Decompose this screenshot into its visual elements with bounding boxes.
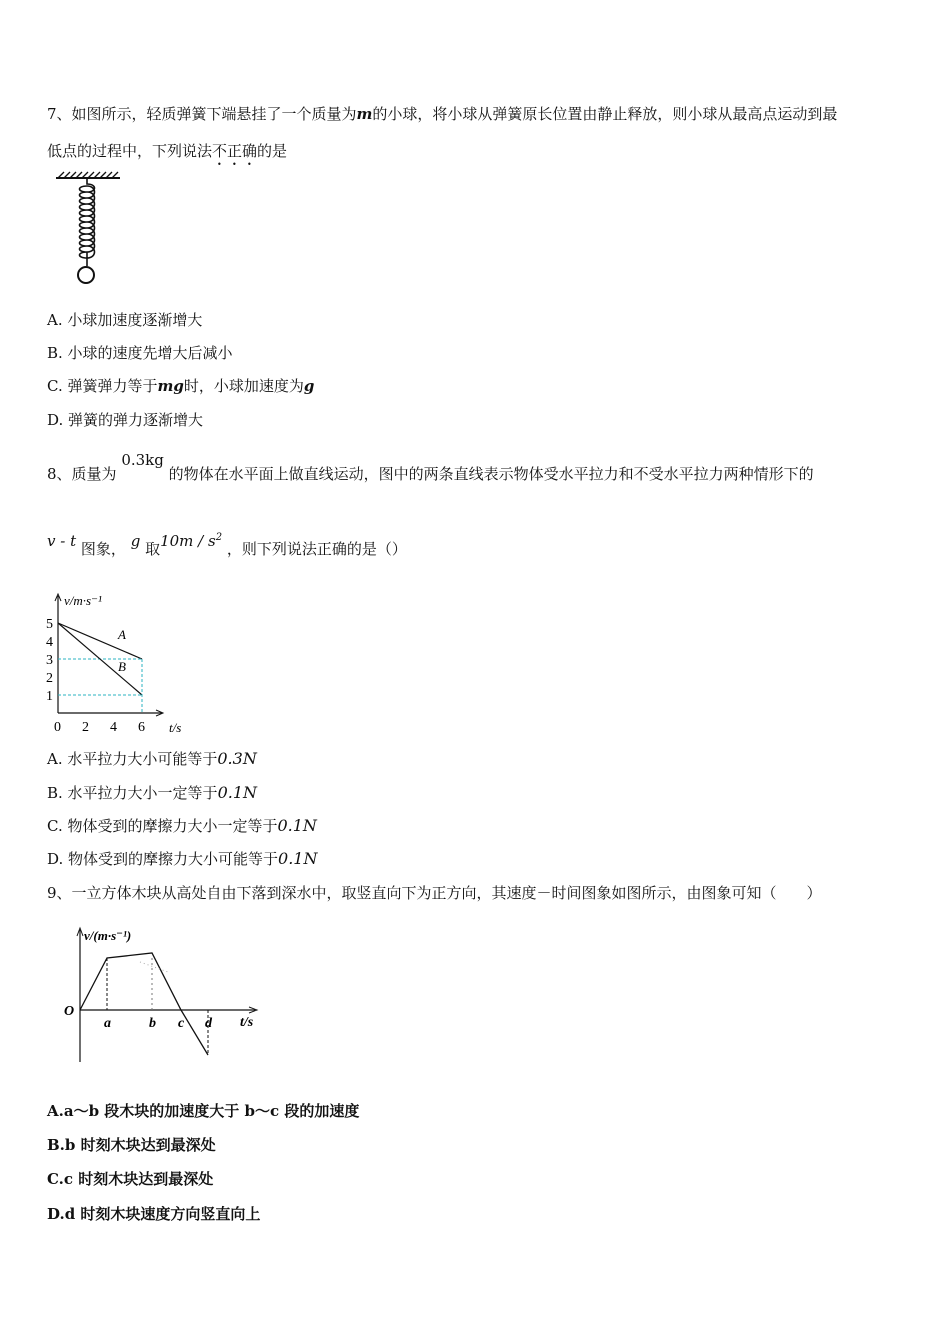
vt-symbol: v - t [47,532,77,550]
chart2-xlabel: t/s [240,1015,254,1030]
chart1-xlabel: t/s [169,720,182,735]
chart2-axes [64,928,257,1062]
q9-option-b[interactable]: B.b 时刻木块达到最深处 [47,1136,216,1154]
q8-option-d[interactable] [47,848,317,869]
x-tick-label-b: b [149,1016,156,1031]
q8-option-a-text: A. 水平拉力大小可能等于 [47,750,218,768]
mass-value [121,451,164,469]
q7-option-c[interactable] [47,375,314,396]
g-exponent: 2 [215,532,223,543]
q8-option-c-text: C. 物体受到的摩擦力大小一定等于 [47,817,278,835]
y-tick-label: 5 [46,617,53,632]
q8-option-b-text: B. 水平拉力大小一定等于 [47,784,218,802]
x-tick-label: 0 [54,720,61,735]
q8-stem-line2 [47,532,407,559]
q7-option-c-text: 时，小球加速度为 [183,377,304,395]
q7-option-a[interactable]: A. 小球加速度逐渐增大 [47,311,203,329]
y-tick-label: 3 [46,653,53,668]
series-label-B: B [118,659,126,674]
q7-stem-line1 [47,103,837,124]
mass-text: 0.3kg [121,451,164,469]
q8-option-c-value: 0.1N [277,816,317,835]
q8-option-d-text: D. 物体受到的摩擦力大小可能等于 [47,850,279,868]
q7-emphasis: 不正确 [212,142,258,160]
q8-option-a-value: 0.3N [217,749,257,768]
q9-option-a[interactable]: A.a～b 段木块的加速度大于 b～c 段的加速度 [47,1102,360,1120]
x-tick-label-c: c [178,1016,185,1031]
q9-option-c[interactable]: C.c 时刻木块达到最深处 [47,1170,214,1188]
x-tick-label-d: d [205,1016,212,1031]
q9-option-d[interactable]: D.d 时刻木块速度方向竖直向上 [47,1205,261,1223]
q7-stem-line2 [47,140,287,169]
y-tick-label: 2 [46,671,53,686]
q9-stem: 9、一立方体木块从高处自由下落到深水中，取竖直向下为正方向，其速度－时间图象如图所示，由图象可知（ ） [47,884,822,902]
g-value [160,532,222,550]
q8-option-c[interactable] [47,815,317,836]
y-tick-label: 4 [46,635,53,650]
vt-chart-q8 [40,588,200,736]
q8-text: 取 [145,540,161,558]
q7-text: 低点的过程中，下列说法 [47,142,213,160]
q8-text: 的物体在水平面上做直线运动，图中的两条直线表示物体受水平拉力和不受水平拉力两种情形下的 [168,465,814,483]
g-value-text: 10m / s [160,532,216,550]
faint-line [140,962,168,972]
q7-m-symbol: m [356,105,373,123]
series-label-A: A [118,627,126,642]
chart1-marks [58,623,142,713]
chart2-marks [80,953,208,1055]
q8-option-b-value: 0.1N [217,783,258,802]
chart2-ylabel: v/(m·s⁻¹) [84,928,132,943]
x-tick-label: 4 [110,720,117,735]
mg-symbol: mg [157,377,184,395]
y-tick-label: 1 [46,689,53,704]
q8-text: 图象， [80,540,126,558]
q7-text: 7、如图所示，轻质弹簧下端悬挂了一个质量为 [47,105,357,123]
vt-chart-q9 [60,920,270,1070]
spring-coil [80,178,95,266]
chart1-ylabel: v/m·s⁻¹ [64,593,102,608]
velocity-line [80,953,208,1055]
x-tick-label: 2 [82,720,89,735]
spring-figure [50,170,130,290]
x-tick-label: 6 [138,720,145,735]
q7-text: 的是 [257,142,288,160]
g-symbol: g [130,532,141,550]
g-symbol: g [303,377,315,395]
q7-option-b[interactable]: B. 小球的速度先增大后减小 [47,344,233,362]
q8-text: ，则下列说法正确的是（） [226,540,407,558]
q8-option-d-value: 0.1N [278,849,318,868]
q8-option-b[interactable] [47,782,257,803]
q8-option-a[interactable] [47,748,257,769]
q8-stem-line1 [47,451,814,484]
q7-option-c-text: C. 弹簧弹力等于 [47,377,158,395]
q7-option-d[interactable]: D. 弹簧的弹力逐渐增大 [47,411,204,429]
series-line-A [58,623,142,659]
origin-label: O [64,1004,75,1019]
q7-text: 的小球，将小球从弹簧原长位置由静止释放，则小球从最高点运动到最 [372,105,838,123]
x-tick-label-a: a [104,1016,111,1031]
chart1-axes [46,594,163,735]
q8-text: 8、质量为 [47,465,117,483]
ball [78,267,94,283]
